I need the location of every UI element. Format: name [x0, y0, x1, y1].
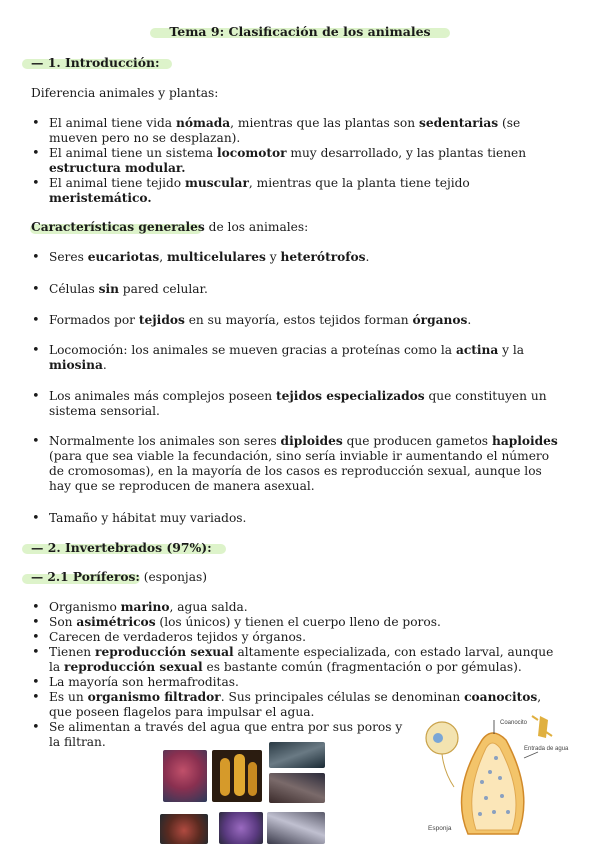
list-item: • La mayoría son hermafroditas.: [31, 675, 566, 690]
list-item: • El animal tiene un sistema locomotor muy desarrollado, y las plantas tienen estructura modular.: [31, 146, 561, 176]
sponge-photo-5: [160, 814, 208, 844]
diagram-label-esponja: Esponja: [428, 825, 452, 832]
sponge-photo-6: [219, 812, 263, 844]
sponge-diagram: [420, 712, 570, 844]
differences-heading: Diferencia animales y plantas:: [31, 86, 219, 100]
list-item: • Tienen reproducción sexual altamente especializada, con estado larval, aunque la reproducción sexual es bastante común (fragmentación o por gémulas).: [31, 645, 566, 675]
list-item: • Se alimentan a través del agua que entra por sus poros y la filtran.: [31, 720, 409, 750]
section-2-heading: — 2. Invertebrados (97%):: [31, 540, 212, 555]
sponge-photo-2: [212, 750, 262, 802]
differences-list: [31, 116, 561, 206]
diagram-label-coanocito: Coanocito: [500, 720, 528, 726]
list-item: • Organismo marino, agua salda.: [31, 600, 566, 615]
list-item: • Carecen de verdaderos tejidos y órganos.: [31, 630, 566, 645]
section-1-heading: — 1. Introducción:: [31, 55, 160, 70]
list-item: • Células sin pared celular.: [31, 282, 561, 297]
sponge-photo-4: [269, 773, 325, 803]
section-2-1-heading: — 2.1 Poríferos: (esponjas): [31, 570, 207, 584]
list-item: • Son asimétricos (los únicos) y tienen el cuerpo lleno de poros.: [31, 615, 566, 630]
list-item: • Locomoción: los animales se mueven gracias a proteínas como la actina y la miosina.: [31, 343, 561, 373]
page-title: Tema 9: Clasificación de los animales: [169, 24, 431, 39]
sponge-photo-3: [269, 742, 325, 768]
characteristics-heading: Características generales de los animales:: [31, 220, 309, 234]
list-item: • Es un organismo filtrador. Sus principales células se denominan coanocitos, que poseen flagelos para impulsar el agua.: [31, 690, 566, 720]
list-item: • Los animales más complejos poseen tejidos especializados que constituyen un sistema sensorial.: [31, 389, 561, 419]
list-item: • Normalmente los animales son seres diploides que producen gametos haploides (para que sea viable la fecundación, sino sería inviable ir aumentando el número de cromosomas), en la mayoría de los casos es reproducción sexual, aunque los hay que se reproducen de manera asexual.: [31, 434, 561, 494]
sponge-photo-7: [267, 812, 325, 844]
list-item: • Formados por tejidos en su mayoría, estos tejidos forman órganos.: [31, 313, 561, 328]
list-item: • Tamaño y hábitat muy variados.: [31, 511, 561, 526]
list-item: • Seres eucariotas, multicelulares y heterótrofos.: [31, 250, 561, 265]
list-item: • El animal tiene vida nómada, mientras que las plantas son sedentarias (se mueven pero no se desplazan).: [31, 116, 561, 146]
sponge-photo-1: [163, 750, 207, 802]
list-item: • El animal tiene tejido muscular, mientras que la planta tiene tejido meristemático.: [31, 176, 561, 206]
diagram-label-entrada: Entrada de agua: [524, 746, 569, 752]
